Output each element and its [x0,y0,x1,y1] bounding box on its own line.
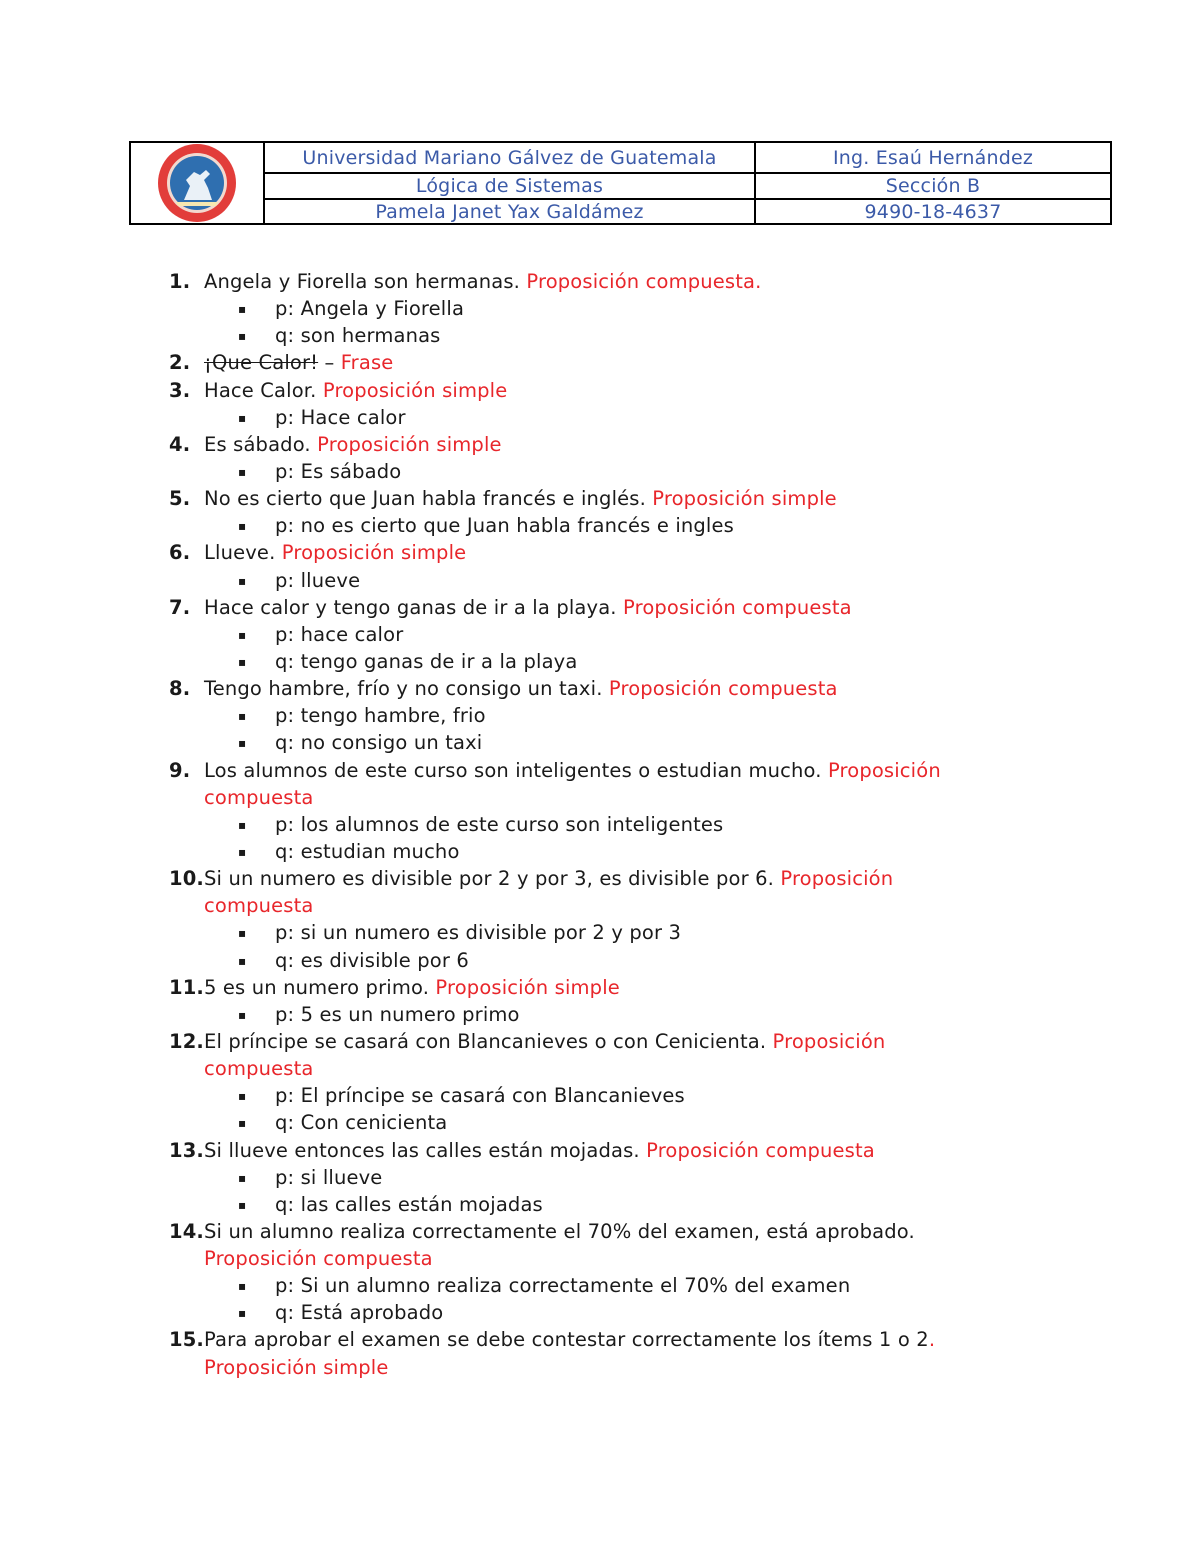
sub-item [0,919,1200,946]
item-classification-continued: compuesta [204,1057,314,1081]
list-item [0,675,1200,702]
square-bullet-icon: ▪ [238,1116,247,1131]
list-item [0,431,1200,458]
sub-item [0,811,1200,838]
square-bullet-icon: ▪ [238,627,247,642]
square-bullet-icon: ▪ [238,844,247,859]
sub-item [0,947,1200,974]
list-item-continuation [0,1245,1200,1272]
list-item-continuation [0,892,1200,919]
sub-item-text: p: Angela y Fiorella [275,297,465,321]
item-text [204,349,393,376]
item-statement: Si un numero es divisible por 2 y por 3, es divisible por 6. [204,867,781,891]
sub-item [0,1164,1200,1191]
item-number: 1. [169,270,191,293]
item-classification: . [928,1328,936,1352]
student-id: 9490-18-4637 [864,200,1002,223]
item-statement: Los alumnos de este curso son inteligentes o estudian mucho. [204,758,828,782]
item-statement: Si un alumno realiza correctamente el 70% del examen, está aprobado. [204,1219,915,1243]
course-name: Lógica de Sistemas [265,174,756,200]
item-statement: Es sábado. [204,432,318,456]
square-bullet-icon: ▪ [238,1197,247,1212]
item-statement: No es cierto que Juan habla francés e inglés. [204,487,653,511]
item-statement: Tengo hambre, frío y no consigo un taxi. [204,677,609,701]
item-statement: Para aprobar el examen se debe contestar correctamente los ítems 1 o 2 [204,1328,929,1352]
sub-item [0,512,1200,539]
square-bullet-icon: ▪ [238,410,247,425]
square-bullet-icon: ▪ [238,302,247,317]
square-bullet-icon: ▪ [238,817,247,832]
item-number: 3. [169,378,191,402]
item-classification: Proposición [827,758,941,782]
sub-item-text: p: si llueve [275,1165,383,1189]
square-bullet-icon: ▪ [238,953,247,968]
sub-item [0,404,1200,431]
item-number: 8. [169,677,191,701]
item-classification: Proposición simple [281,541,467,565]
list-item [0,539,1200,566]
item-classification-continued: compuesta [204,894,314,918]
square-bullet-icon: ▪ [238,1306,247,1321]
sub-item-text: p: tengo hambre, frio [275,704,486,728]
list-item-continuation [0,1055,1200,1082]
sub-item-text: q: estudian mucho [275,839,460,863]
item-number: 5. [169,487,191,511]
item-number: 15. [169,1328,204,1352]
list-item [0,268,1200,295]
item-classification: Proposición simple [652,487,837,511]
sub-item-text: p: si un numero es divisible por 2 y por 3 [275,921,682,945]
item-number: 9. [169,758,191,782]
square-bullet-icon: ▪ [238,1089,247,1104]
item-statement: – [318,351,341,375]
item-number: 2. [169,351,191,375]
list-item [0,377,1200,404]
sub-item-text: q: son hermanas [275,324,441,348]
square-bullet-icon: ▪ [238,654,247,669]
sub-item [0,1191,1200,1218]
sub-item-text: p: los alumnos de este curso son inteligentes [275,812,724,836]
item-classification: Proposición [780,867,894,891]
item-classification: Proposición compuesta [623,595,852,619]
list-item [0,757,1200,784]
sub-item [0,729,1200,756]
item-phrase-struck: ¡Que Calor! [204,351,319,375]
item-statement: Hace calor y tengo ganas de ir a la playa. [204,595,624,619]
item-text [204,377,507,404]
sub-item [0,621,1200,648]
sub-item [0,1001,1200,1028]
header-table [129,141,1112,225]
sub-item-text: q: no consigo un taxi [275,731,483,755]
sub-item [0,295,1200,322]
list-item [0,1028,1200,1055]
sub-item [0,567,1200,594]
item-number: 10. [169,867,204,891]
sub-item [0,1272,1200,1299]
item-number: 6. [169,541,191,565]
university-seal-icon [156,142,238,224]
square-bullet-icon: ▪ [238,1170,247,1185]
item-statement: Angela y Fiorella son hermanas. [204,270,527,293]
item-classification: Proposición [772,1029,886,1053]
item-text [204,865,893,892]
list-item [0,485,1200,512]
sub-item-text: p: llueve [275,568,361,592]
header-info-grid [265,143,1110,223]
section-name: Sección B [756,174,1110,200]
square-bullet-icon: ▪ [238,573,247,588]
square-bullet-icon: ▪ [238,464,247,479]
square-bullet-icon: ▪ [238,329,247,344]
list-item [0,1218,1200,1245]
sub-item-text: q: tengo ganas de ir a la playa [275,649,578,673]
item-text [204,539,466,566]
sub-item-text: q: Está aprobado [275,1301,444,1325]
item-classification-continued: Proposición compuesta [204,1247,433,1271]
item-text [204,974,620,1001]
item-text [204,431,502,458]
university-name: Universidad Mariano Gálvez de Guatemala [265,143,756,174]
list-item [0,349,1200,376]
item-number: 13. [169,1138,204,1162]
item-classification: Frase [340,351,394,375]
item-statement: Hace Calor. [204,378,323,402]
square-bullet-icon: ▪ [238,926,247,941]
sub-item [0,1082,1200,1109]
list-item [0,1326,1200,1353]
sub-item-text: p: hace calor [275,622,404,646]
sub-item [0,1299,1200,1326]
item-classification: Proposición compuesta [608,677,838,701]
list-item [0,1137,1200,1164]
item-classification: Proposición simple [322,378,508,402]
list-item [0,865,1200,892]
list-item-continuation [0,784,1200,811]
item-number: 4. [169,432,191,456]
proposition-list [0,268,1200,1381]
item-classification: Proposición simple [435,975,620,999]
item-statement: 5 es un numero primo. [204,975,436,999]
item-number: 12. [169,1029,204,1053]
item-text [204,1218,915,1245]
item-text [204,268,761,295]
item-classification-continued: Proposición simple [204,1355,389,1379]
square-bullet-icon: ▪ [238,1007,247,1022]
sub-item [0,702,1200,729]
item-statement: El príncipe se casará con Blancanieves o con Cenicienta. [204,1029,773,1053]
sub-item-text: p: Si un alumno realiza correctamente el 70% del examen [275,1274,851,1298]
sub-item-text: q: es divisible por 6 [275,948,469,972]
square-bullet-icon: ▪ [238,709,247,724]
item-classification-continued: compuesta [204,785,314,809]
square-bullet-icon: ▪ [238,519,247,534]
item-text [204,675,838,702]
sub-item [0,1109,1200,1136]
sub-item [0,322,1200,349]
sub-item-text: p: El príncipe se casará con Blancanieves [275,1084,685,1108]
item-text [204,1326,935,1353]
student-name: Pamela Janet Yax Galdámez [265,200,756,223]
item-text [204,1028,885,1055]
list-item-continuation [0,1354,1200,1381]
square-bullet-icon: ▪ [238,736,247,751]
square-bullet-icon: ▪ [238,1279,247,1294]
sub-item-text: p: Hace calor [275,405,406,429]
item-text [204,1137,875,1164]
list-item [0,974,1200,1001]
item-text [204,485,837,512]
item-classification: Proposición compuesta [646,1138,875,1162]
item-text [204,757,941,784]
item-number: 11. [169,975,204,999]
item-text [204,594,852,621]
sub-item-text: p: Es sábado [275,459,402,483]
item-statement: Llueve. [204,541,282,565]
sub-item [0,648,1200,675]
sub-item-text: q: las calles están mojadas [275,1192,543,1216]
sub-item [0,838,1200,865]
sub-item-text: p: no es cierto que Juan habla francés e ingles [275,514,734,538]
item-statement: Si llueve entonces las calles están mojadas. [204,1138,647,1162]
sub-item [0,458,1200,485]
teacher-name: Ing. Esaú Hernández [756,143,1110,174]
item-classification: Proposición simple [317,432,502,456]
sub-item-text: p: 5 es un numero primo [275,1002,520,1026]
university-logo [131,143,265,223]
sub-item-text: q: Con cenicienta [275,1111,448,1135]
list-item [0,594,1200,621]
item-number: 7. [169,595,191,619]
item-classification: Proposición compuesta. [526,270,762,293]
item-number: 14. [169,1219,204,1243]
